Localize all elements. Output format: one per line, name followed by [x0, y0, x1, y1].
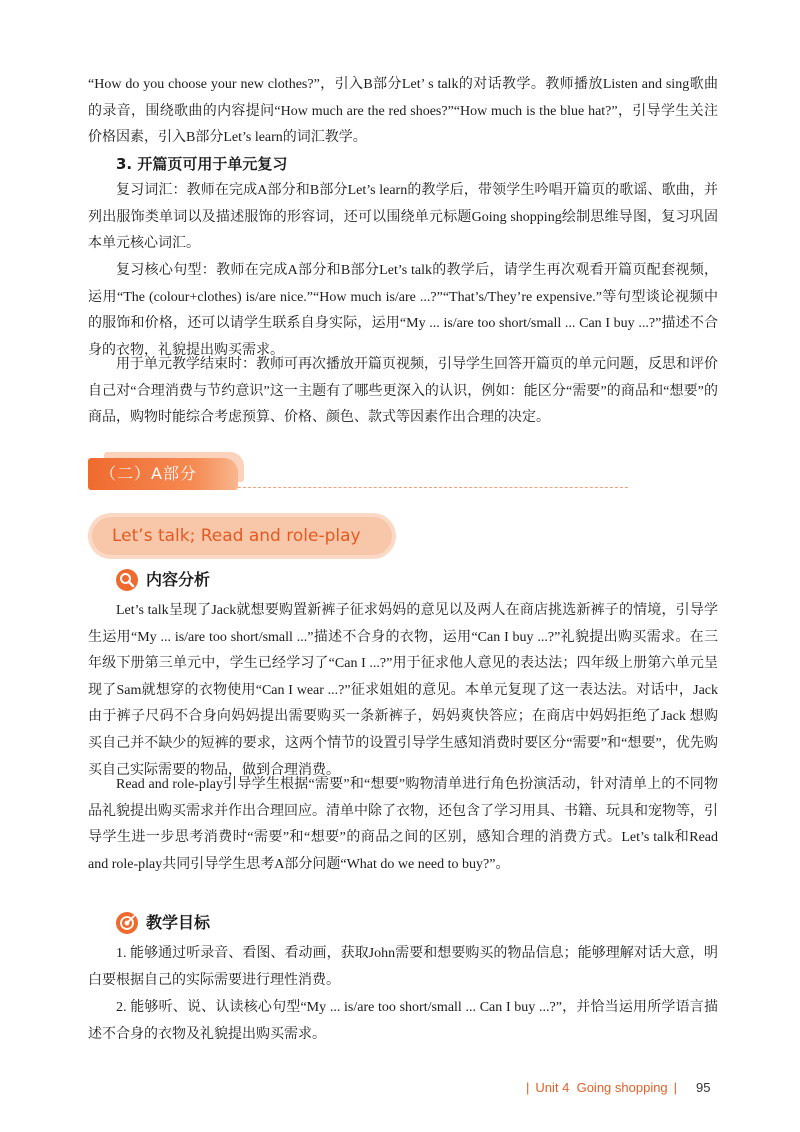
footer-separator-left: | — [526, 1080, 530, 1095]
content-analysis-heading: 内容分析 — [146, 570, 211, 589]
analysis-paragraph-1: Let’s talk呈现了Jack就想要购置新裤子征求妈妈的意见以及两人在商店挑选新裤子的情境，引导学生运用“My ... is/are too short/small ...”描述不合身的衣物，运用“Can I buy ...?”礼貌提出购买需求。在三年级下册第三单元中，学生已经学习了“Can I ...?”用于征求他人意见的表达法；四年级上册第六单元呈现了Sam就想穿的衣物使用“Can I wear ...?”征求姐姐的意见。本单元复现了这一表达法。对话中，Jack由于裤子尺码不合身向妈妈提出需要购买一条新裤子，妈妈爽快答应；在商店中妈妈拒绝了Jack 想购买自己并不缺少的短裤的要求，这两个情节的设置引导学生感知消费时要区分“需要”和“想要”，优先购买自己实际需要的物品，做到合理消费。 — [88, 603, 718, 778]
magnifier-icon — [116, 569, 138, 591]
review-sentence-paragraph: 复习核心句型：教师在完成A部分和B部分Let’s talk的教学后，请学生再次观看开篇页配套视频，运用“The (colour+clothes) is/are nice.”“How much is/are ...?”“That’s/They’re expensive.”等句型谈论视频中的服饰和价格，还可以请学生联系自身实际，运用“My ... is/are too short/small ... Can I buy ...?”描述不合身的衣物，礼貌提出购买需求。 — [88, 263, 718, 358]
goal-item-2: 2. 能够听、说、认读核心句型“My ... is/are too short/small ... Can I buy ...?”，并恰当运用所学语言描述不合身的衣物及礼貌提出购买需求。 — [88, 1000, 718, 1042]
footer-title: Going shopping — [576, 1080, 668, 1095]
section-title: （二）A部分 — [100, 464, 197, 483]
lesson-pill-label: Let’s talk; Read and role-play — [112, 526, 361, 546]
teaching-goals-heading: 教学目标 — [146, 913, 211, 932]
footer-unit: Unit 4 — [535, 1080, 570, 1095]
target-icon — [116, 912, 138, 934]
page-number: 95 — [696, 1080, 711, 1095]
review-vocabulary-paragraph: 复习词汇：教师在完成A部分和B部分Let’s learn的教学后，带领学生吟唱开篇页的歌谣、歌曲，并列出服饰类单词以及描述服饰的形容词，还可以围绕单元标题Going shopping绘制思维导图，复习巩固本单元核心词汇。 — [88, 183, 718, 252]
unit-end-paragraph: 用于单元教学结束时：教师可再次播放开篇页视频，引导学生回答开篇页的单元问题，反思和评价自己对“合理消费与节约意识”这一主题有了哪些更深入的认识，例如：能区分“需要”的商品和“想要”的商品，购物时能综合考虑预算、价格、颜色、款式等因素作出合理的决定。 — [88, 357, 718, 426]
footer-separator-right: | — [673, 1080, 678, 1095]
section-divider — [238, 487, 628, 488]
goal-item-1: 1. 能够通过听录音、看图、看动画，获取John需要和想要购买的物品信息；能够理解对话大意，明白要根据自己的实际需要进行理性消费。 — [88, 946, 718, 988]
intro-paragraph-1: “How do you choose your new clothes?”，引入B部分Let’ s talk的对话教学。教师播放Listen and sing歌曲的录音，围绕歌曲的内容提问“How much are the red shoes?”“How much is the blue hat?”，引导学生关注价格因素，引入B部分Let’s learn的词汇教学。 — [88, 77, 718, 146]
running-footer — [520, 1078, 683, 1098]
subsection-heading-3: 3. 开篇页可用于单元复习 — [116, 155, 288, 173]
analysis-paragraph-2: Read and role-play引导学生根据“需要”和“想要”购物清单进行角色扮演活动，针对清单上的不同物品礼貌提出购买需求并作出合理回应。清单中除了衣物，还包含了学习用具、书籍、玩具和宠物等，引导学生进一步思考消费时“需要”和“想要”的商品之间的区别，感知合理的消费方式。Let’s talk和Read and role-play共同引导学生思考A部分问题“What do we need to buy?”。 — [88, 777, 718, 872]
